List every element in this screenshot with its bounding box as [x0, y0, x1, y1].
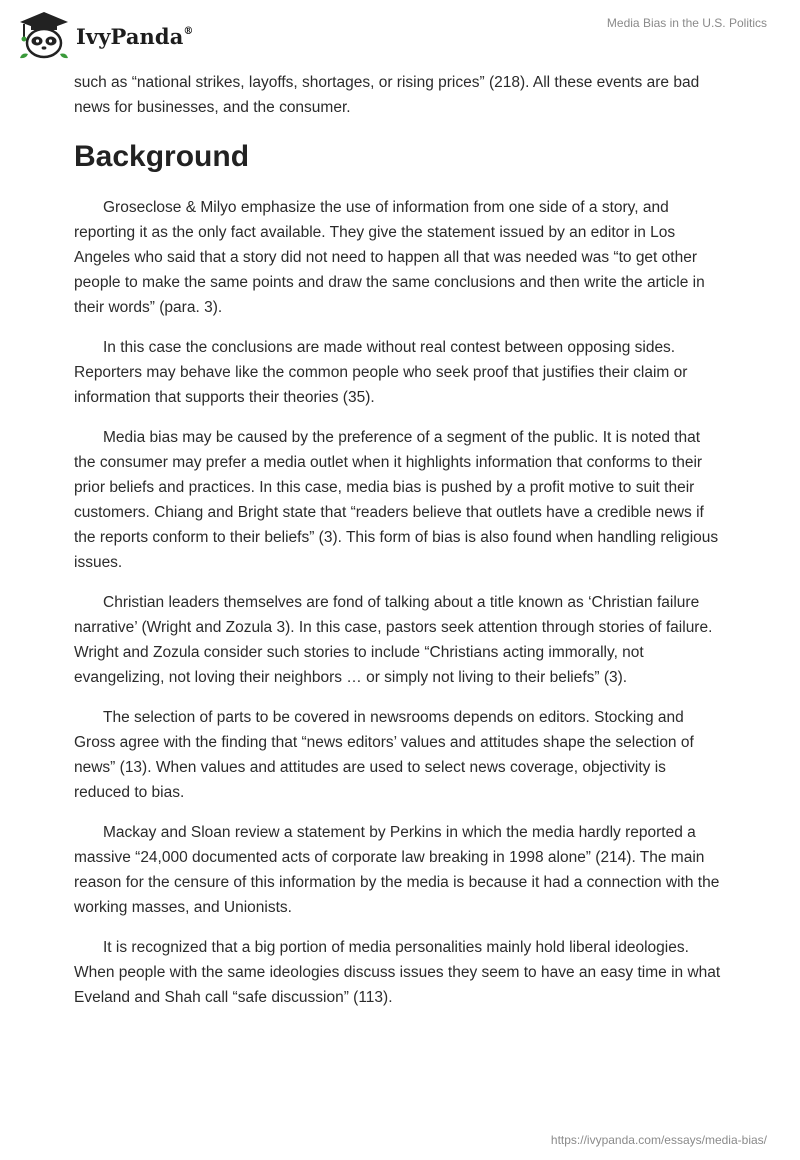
- panda-logo-icon: [14, 8, 70, 60]
- intro-paragraph: such as “national strikes, layoffs, shortages, or rising prices” (218). All these events are bad news for businesses, and the consumer.: [74, 74, 700, 116]
- body-paragraph: In this case the conclusions are made without real contest between opposing sides. Reporters may behave like the common people who seek proof that justifies their claim or information that supports their theories (35).: [74, 339, 688, 406]
- document-title: Media Bias in the U.S. Politics: [606, 16, 767, 30]
- source-url[interactable]: https://ivypanda.com/essays/media-bias/: [550, 1133, 767, 1147]
- body-paragraph: The selection of parts to be covered in newsrooms depends on editors. Stocking and Gross agree with the finding that “news editors’ values and attitudes shape the selection of news” (13). When values and attitudes are used to select news coverage, objectivity is reduced to bias.: [74, 709, 694, 801]
- essay-content: [74, 70, 724, 1025]
- body-paragraph: Groseclose & Milyo emphasize the use of information from one side of a story, and reporting it as the only fact available. They give the statement issued by an editor in Los Angeles who said that a story did not need to happen all that was needed was “to get other people to make the same points and draw the same conclusions and then write the article in their words” (para. 3).: [74, 199, 705, 316]
- brand-name: IvyPanda®: [76, 23, 194, 49]
- body-paragraph: It is recognized that a big portion of media personalities mainly hold liberal ideologies. When people with the same ideologies discuss issues they seem to have an easy time in what Eveland and Shah call “safe discussion” (113).: [74, 939, 721, 1006]
- body-paragraph: Christian leaders themselves are fond of talking about a title known as ‘Christian failure narrative’ (Wright and Zozula 3). In this case, pastors seek attention through stories of failure. Wright and Zozula consider such stories to include “Christians acting immorally, not evangelizing, not loving their neighbors … or simply not living to their beliefs” (3).: [74, 594, 713, 686]
- body-paragraph: Media bias may be caused by the preference of a segment of the public. It is noted that the consumer may prefer a media outlet when it highlights information that conforms to their prior beliefs and practices. In this case, media bias is pushed by a profit motive to suit their customers. Chiang and Bright state that “readers believe that outlets have a credible news if the reports conform to their beliefs” (3). This form of bias is also found when handling religious issues.: [74, 429, 719, 571]
- body-paragraph: Mackay and Sloan review a statement by Perkins in which the media hardly reported a massive “24,000 documented acts of corporate law breaking in 1998 alone” (214). The main reason for the censure of this information by the media is because it had a connection with the working masses, and Unionists.: [74, 824, 720, 916]
- page-header: [0, 0, 800, 70]
- brand-logo[interactable]: [14, 8, 194, 60]
- section-heading: Background: [74, 140, 250, 173]
